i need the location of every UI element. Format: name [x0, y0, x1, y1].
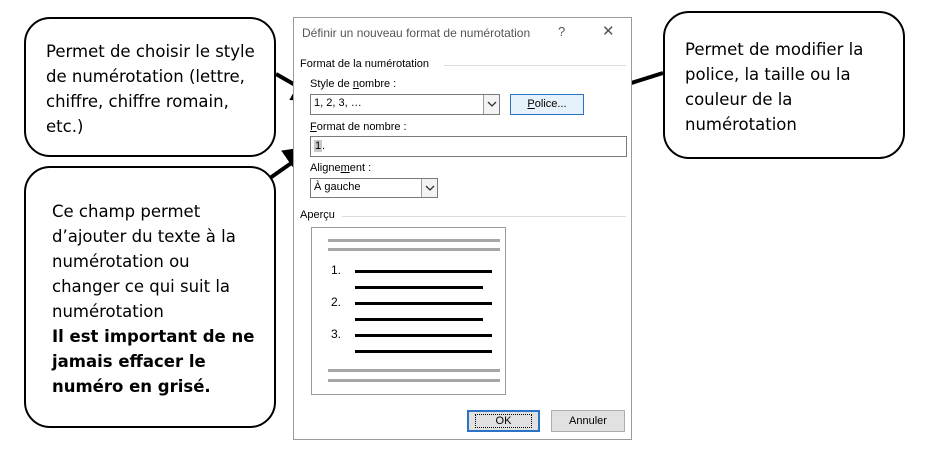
preview-number-3: 3. [331, 327, 342, 341]
preview-number-2: 2. [331, 295, 342, 309]
preview-gray-line [328, 369, 500, 372]
preview-line [355, 350, 492, 353]
cancel-button[interactable]: Annuler [551, 410, 625, 432]
align-label: Alignement : [310, 162, 372, 174]
align-select[interactable] [310, 178, 438, 198]
preview-line [355, 334, 492, 337]
group-preview-label: Aperçu [300, 209, 335, 221]
preview-gray-line [328, 239, 500, 242]
style-label: Style de nombre : [310, 78, 397, 90]
align-select-value: À gauche [314, 181, 361, 193]
preview-line [355, 318, 483, 321]
group-preview-divider [342, 216, 626, 217]
preview-line [355, 302, 492, 305]
police-button[interactable]: Police... [510, 94, 584, 115]
format-number-input[interactable] [310, 136, 627, 157]
preview-gray-line [328, 248, 500, 251]
format-label: Format de nombre : [310, 121, 407, 133]
format-number-suffix: . [322, 140, 326, 152]
group-format-label: Format de la numérotation [300, 58, 430, 70]
callout-style [24, 17, 276, 157]
chevron-down-icon[interactable] [421, 179, 437, 197]
preview-gray-line [328, 379, 500, 382]
ok-button[interactable]: OK [467, 410, 540, 432]
callout-police-text: Permet de modifier la police, la taille ou la couleur de la numérotation [685, 40, 864, 134]
callout-format-text: Ce champ permet d’ajouter du texte à la numérotation ou changer ce qui suit la numérotation [52, 202, 236, 321]
preview-line [355, 286, 483, 289]
style-select[interactable] [310, 94, 500, 115]
numbering-format-dialog [293, 17, 632, 440]
group-format-divider [444, 65, 626, 66]
close-button[interactable]: ✕ [602, 23, 615, 40]
dialog-title: Définir un nouveau format de numérotation [302, 26, 531, 40]
callout-police [663, 11, 905, 159]
callout-format-warning: Il est important de ne jamais effacer le numéro en grisé. [52, 327, 255, 396]
preview-line [355, 270, 492, 273]
callout-style-text: Permet de choisir le style de numérotation (lettre, chiffre, chiffre romain, etc.) [46, 42, 255, 136]
format-number-field-code: 1 [315, 140, 322, 152]
style-select-value: 1, 2, 3, … [314, 97, 362, 109]
help-button[interactable]: ? [558, 24, 566, 39]
chevron-down-icon[interactable] [483, 95, 499, 114]
numbering-preview [311, 227, 506, 395]
callout-format [24, 166, 276, 428]
preview-number-1: 1. [331, 263, 342, 277]
